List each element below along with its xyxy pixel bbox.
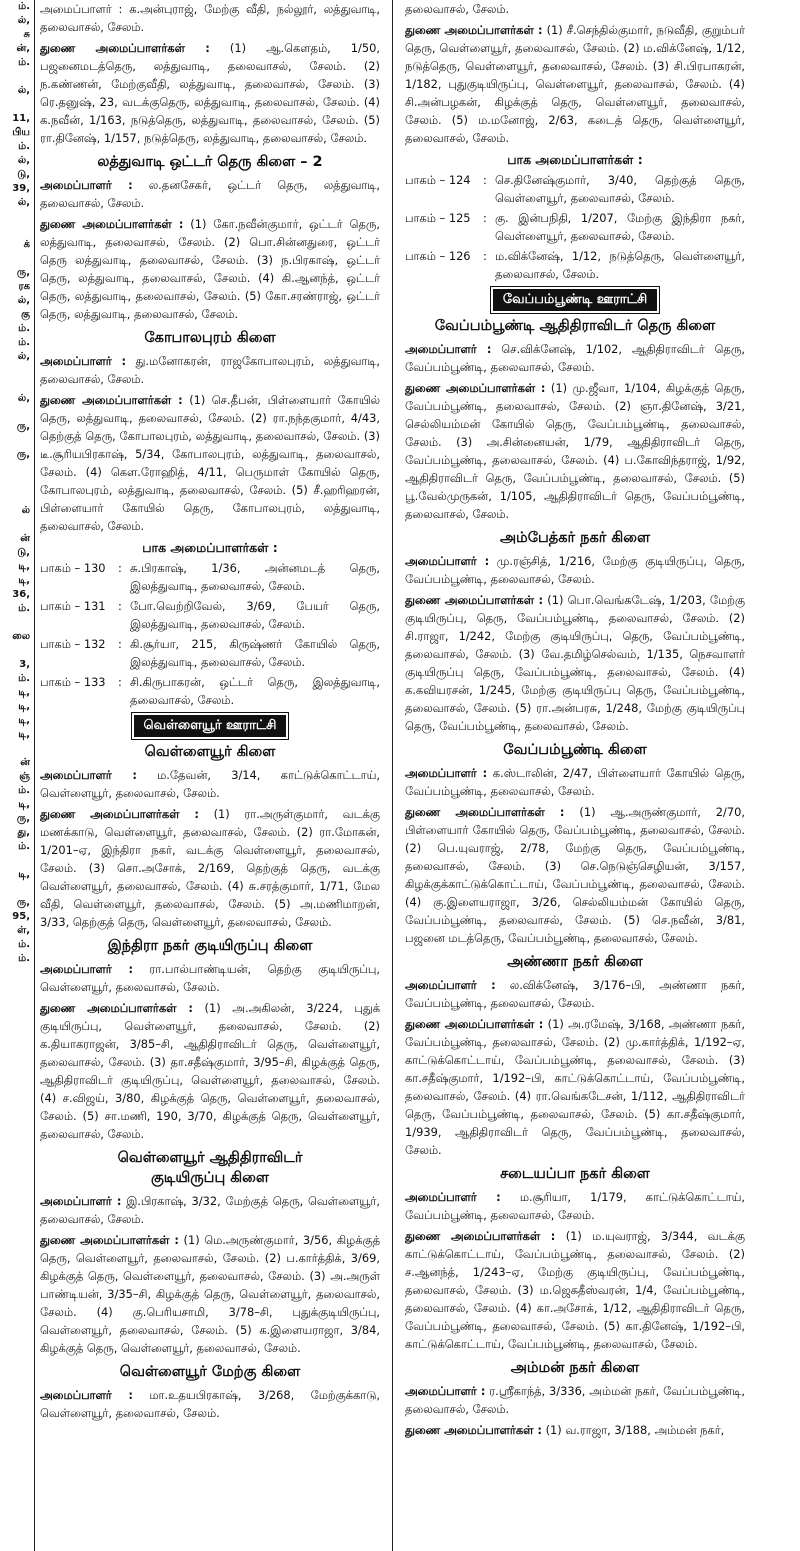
branch-heading: வேப்பம்பூண்டி ஆதிதிராவிடர் தெரு கிளை bbox=[434, 318, 716, 334]
edge-fragment: ன், bbox=[16, 43, 30, 54]
continuation-text: தலைவாசல், சேலம். bbox=[405, 2, 510, 16]
edge-fragment: டி, bbox=[18, 799, 30, 810]
edge-fragment: பிய bbox=[12, 127, 30, 138]
panchayat-banner: வேப்பம்பூண்டி ஊராட்சி bbox=[493, 289, 657, 311]
edge-fragment: டி, bbox=[18, 729, 30, 740]
edge-fragment: ல், bbox=[17, 197, 30, 208]
edge-fragment: ம். bbox=[18, 1, 30, 12]
edge-fragment bbox=[0, 406, 32, 420]
edge-fragment bbox=[0, 742, 32, 756]
edge-fragment bbox=[0, 616, 32, 630]
edge-fragment: ல், bbox=[17, 85, 30, 96]
edge-fragment bbox=[0, 490, 32, 504]
edge-fragment: லை bbox=[12, 631, 30, 642]
branch-heading: வெள்ளையூர் மேற்கு கிளை bbox=[119, 1364, 301, 1380]
edge-fragment: ல், bbox=[17, 351, 30, 362]
edge-fragment: ரக bbox=[18, 281, 30, 292]
edge-fragment bbox=[0, 518, 32, 532]
edge-fragment: ம். bbox=[18, 841, 30, 852]
deputies-paragraph: துணை அமைப்பாளர்கள் : (1) ஆ.கௌதம், 1/50, பஜனைமடத்தெரு, லத்துவாடி, தலைவாசல், சேலம். (2) ந.கண்ணன், மேற்குவீதி, லத்துவாடி, தலைவாசல், சேலம். (3) ரெ.தனுஷ், 23, வடக்குதெரு, லத்துவாடி, தலைவாசல், சேலம். (4) க.நவீன், 1/163, நடுத்தெரு, லத்துவாடி, தலைவாசல், சேலம். (5) ரா.தினேஷ், 1/157, நடுத்தெரு, லத்துவாடி, தலைவாசல், சேலம். bbox=[40, 41, 380, 145]
edge-fragment: ரு, bbox=[16, 813, 30, 824]
deputies-paragraph: துணை அமைப்பாளர்கள் : (1) பொ.வெங்கடேஷ், 1/203, மேற்கு குடியிருப்பு, தெரு, வேப்பம்பூண்டி, தலைவாசல், சேலம். (2) சி.ராஜா, 1/242, மேற்கு குடியிருப்பு, தெரு, வேப்பம்பூண்டி, தலைவாசல், சேலம். (3) வே.தமிழ்செல்வம், 1/135, நெசவாளர் குடியிருப்பு தெரு, வேப்பம்பூண்டி, தலைவாசல், சேலம். (4) க.கவியரசன், 1/245, மேற்கு குடியிருப்பு தெரு, வேப்பம்பூண்டி, தலைவாசல், சேலம். (5) ரா.அன்பரசு, 1/248, மேற்கு குடியிருப்பு தெரு, வேப்பம்பூண்டி, தலைவாசல், சேலம். bbox=[405, 593, 745, 733]
panchayat-banner: வெள்ளையூர் ஊராட்சி bbox=[134, 715, 287, 737]
left-column bbox=[40, 0, 380, 1551]
left-edge-strip bbox=[0, 0, 32, 1551]
ward-row: பாகம் – 126 : ம.விக்னேஷ், 1/12, நடுத்தெரு, வெள்ளையூர், தலைவாசல், சேலம். bbox=[405, 249, 745, 281]
edge-fragment: கு bbox=[21, 309, 30, 320]
deputies-paragraph: துணை அமைப்பாளர்கள் : (1) மு.ஜீவா, 1/104, கிழக்குத் தெரு, வேப்பம்பூண்டி, தலைவாசல், சேலம். (2) ஞா.தினேஷ், 3/21, செல்லியம்மன் கோயில் தெரு, வேப்பம்பூண்டி, தலைவாசல், சேலம். (3) அ.சின்னையன், 1/79, ஆதிதிராவிடர் தெரு, வேப்பம்பூண்டி, தலைவாசல், சேலம். (4) ப.கோவிந்தராஜ், 1/92, ஆதிதிராவிடர் தெரு, வேப்பம்பூண்டி, தலைவாசல், சேலம். (5) பூ.வேல்முருகன், 1/105, ஆதிதிராவிடர் தெரு, வேப்பம்பூண்டி, தலைவாசல், சேலம். bbox=[405, 381, 745, 521]
edge-fragment: ரு, bbox=[16, 267, 30, 278]
ward-list bbox=[405, 171, 745, 283]
edge-fragment: டு, bbox=[17, 547, 30, 558]
organizer-paragraph: அமைப்பாளர் : ல.விக்னேஷ், 3/176–பி, அண்ணா நகர், வேப்பம்பூண்டி, தலைவாசல், சேலம். bbox=[405, 978, 745, 1010]
ward-row: பாகம் – 131 : போ.வெற்றிவேல், 3/69, பேயர் தெரு, இலத்துவாடி, தலைவாசல், சேலம். bbox=[40, 599, 380, 631]
branch-heading: அம்மன் நகர் கிளை bbox=[510, 1360, 640, 1376]
edge-fragment bbox=[0, 98, 32, 112]
organizer-paragraph: அமைப்பாளர் : ம.தேவன், 3/14, காட்டுக்கொட்டாய், வெள்ளையூர், தலைவாசல், சேலம். bbox=[40, 768, 380, 800]
branch-heading: சடையப்பா நகர் கிளை bbox=[500, 1166, 650, 1182]
edge-fragment: ம். bbox=[18, 141, 30, 152]
edge-fragment: க் bbox=[23, 239, 30, 250]
edge-fragment bbox=[0, 854, 32, 868]
edge-fragment: டி, bbox=[18, 561, 30, 572]
organizer-paragraph: அமைப்பாளர் : ர.ஸ்ரீகாந்த், 3/336, அம்மன் நகர், வேப்பம்பூண்டி, தலைவாசல், சேலம். bbox=[405, 1384, 745, 1416]
organizer-paragraph: அமைப்பாளர் : ரா.பால்பாண்டியன், தெற்கு குடியிருப்பு, வெள்ளையூர், தலைவாசல், சேலம். bbox=[40, 962, 380, 994]
edge-fragment: ம். bbox=[18, 785, 30, 796]
ward-list bbox=[40, 559, 380, 709]
right-column bbox=[405, 0, 745, 1551]
edge-fragment: ம். bbox=[18, 603, 30, 614]
ward-row: பாகம் – 124 : செ.தினேஷ்குமார், 3/40, தெற்குத் தெரு, வெள்ளையூர், தலைவாசல், சேலம். bbox=[405, 173, 745, 205]
edge-fragment bbox=[0, 476, 32, 490]
organizer-paragraph: அமைப்பாளர் : மு.ரஞ்சித், 1/216, மேற்கு குடியிருப்பு, தெரு, வேப்பம்பூண்டி, தலைவாசல், சேலம். bbox=[405, 554, 745, 586]
organizer-paragraph: அமைப்பாளர் : ம.சூரியா, 1/179, காட்டுக்கொட்டாய், வேப்பம்பூண்டி, தலைவாசல், சேலம். bbox=[405, 1190, 745, 1222]
edge-fragment bbox=[0, 882, 32, 896]
edge-fragment bbox=[0, 378, 32, 392]
branch-heading: வெள்ளையூர் கிளை bbox=[144, 744, 276, 760]
edge-fragment: ம். bbox=[18, 953, 30, 964]
ward-row: பாகம் – 133 : சி.கிருபாகரன், ஒட்டர் தெரு, இலத்துவாடி, தலைவாசல், சேலம். bbox=[40, 675, 380, 707]
edge-fragment: டி, bbox=[18, 869, 30, 880]
edge-fragment: ரு, bbox=[16, 421, 30, 432]
edge-fragment: ரு, bbox=[16, 449, 30, 460]
edge-fragment: ல், bbox=[17, 155, 30, 166]
deputies-paragraph: துணை அமைப்பாளர்கள் : (1) கோ.நவீன்குமார், ஒட்டர் தெரு, லத்துவாடி, தலைவாசல், சேலம். (2) பொ.சின்னதுரை, ஒட்டர் தெரு லத்துவாடி, தலைவாசல், சேலம். (3) ந.பிரகாஷ், ஒட்டர் தெரு, லத்துவாடி, தலைவாசல், சேலம். (4) கி.ஆனந்த், ஒட்டர் தெரு, லத்துவாடி, தலைவாசல், சேலம். (5) கோ.சரண்ராஜ், ஒட்டர் தெரு, லத்துவாடி, தலைவாசல், சேலம். bbox=[40, 217, 380, 321]
edge-fragment: 11, bbox=[12, 113, 30, 124]
edge-fragment: டி, bbox=[18, 687, 30, 698]
ward-row: பாகம் – 130 : சு.பிரகாஷ், 1/36, அன்னமடத் தெரு, இலத்துவாடி, தலைவாசல், சேலம். bbox=[40, 561, 380, 593]
edge-fragment: ம். bbox=[18, 939, 30, 950]
edge-fragment: து, bbox=[17, 827, 30, 838]
deputies-paragraph: துணை அமைப்பாளர்கள் : (1) அ.அகிலன், 3/224, புதுக் குடியிருப்பு, வெள்ளையூர், தலைவாசல், சேலம். (2) க.தியாகராஜன், 3/85–சி, ஆதிதிராவிடர் தெரு, வெள்ளையூர், தலைவாசல், சேலம். (3) தா.சதீஷ்குமார், 3/95–சி, கிழக்குத் தெரு, ஆதிதிராவிடர் குடியிருப்பு, வெள்ளையூர், தலைவாசல், சேலம். (4) ச.விஜய், 3/80, கிழக்குத் தெரு, வெள்ளையூர், தலைவாசல், சேலம். (5) சா.மணி, 190, 3/70, கிழக்குத் தெரு, வெள்ளையூர், தலைவாசல், சேலம். bbox=[40, 1001, 380, 1141]
deputies-paragraph: துணை அமைப்பாளர்கள் : (1) ம.யுவராஜ், 3/344, வடக்கு காட்டுக்கொட்டாய், வேப்பம்பூண்டி, தலைவாசல், சேலம். (2) ச.ஆனந்த், 1/243–ஏ, மேற்கு குடியிருப்பு, வேப்பம்பூண்டி, தலைவாசல், சேலம். (3) ம.ஜெகதீஸ்வரன், 1/4, வேப்பம்பூண்டி, தலைவாசல், சேலம். (4) கா.அசோக், 1/12, ஆதிதிராவிடர் தெரு, வேப்பம்பூண்டி, தலைவாசல், சேலம். (5) கா.தினேஷ், 1/192–பி, காட்டுக்கொட்டாய், வேப்பம்பூண்டி, தலைவாசல், சேலம். bbox=[405, 1229, 745, 1351]
edge-fragment: ஞ் bbox=[19, 771, 30, 782]
edge-fragment: டு, bbox=[17, 169, 30, 180]
organizer-paragraph: அமைப்பாளர் : இ.பிரகாஷ், 3/32, மேற்குத் தெரு, வெள்ளையூர், தலைவாசல், சேலம். bbox=[40, 1194, 380, 1226]
ward-organizers-heading: பாக அமைப்பாளர்கள் : bbox=[142, 540, 278, 555]
organizer-paragraph: அமைப்பாளர் : க.ஸ்டாலின், 2/47, பிள்ளையார் கோயில் தெரு, வேப்பம்பூண்டி, தலைவாசல், சேலம். bbox=[405, 766, 745, 798]
organizer-paragraph: அமைப்பாளர் : து.மனோகரன், ராஜகோபாலபுரம், லத்துவாடி, தலைவாசல், சேலம். bbox=[40, 354, 380, 386]
edge-fragment: ரு, bbox=[16, 897, 30, 908]
branch-heading: வெள்ளையூர் ஆதிதிராவிடர் குடியிருப்பு கிளை bbox=[117, 1150, 303, 1186]
organizer-paragraph: அமைப்பாளர் : மா.உதயபிரகாஷ், 3/268, மேற்குக்காடு, வெள்ளையூர், தலைவாசல், சேலம். bbox=[40, 1388, 380, 1420]
edge-fragment: சு bbox=[23, 29, 30, 40]
edge-fragment: 95, bbox=[12, 911, 30, 922]
column-rule-middle bbox=[392, 0, 393, 1551]
edge-fragment bbox=[0, 224, 32, 238]
edge-fragment: ம். bbox=[18, 337, 30, 348]
edge-fragment bbox=[0, 210, 32, 224]
edge-fragment: ல், bbox=[17, 15, 30, 26]
deputies-paragraph: துணை அமைப்பாளர்கள் : (1) அ.ரமேஷ், 3/168, அண்ணா நகர், வேப்பம்பூண்டி, தலைவாசல், சேலம். (2) மு.கார்த்திக், 1/192–ஏ, காட்டுக்கொட்டாய், வேப்பம்பூண்டி, தலைவாசல், சேலம். (3) கா.சதீஷ்குமார், 1/192–பி, காட்டுக்கொட்டாய், வேப்பம்பூண்டி, தலைவாசல், சேலம். (4) ரா.வெங்கடேசன், 1/112, ஆதிதிராவிடர் தெரு, வேப்பம்பூண்டி, தலைவாசல், சேலம். (5) கா.சதீஷ்குமார், 1/939, ஆதிதிராவிடர் தெரு, வேப்பம்பூண்டி, தலைவாசல், சேலம். bbox=[405, 1017, 745, 1157]
edge-fragment: 39, bbox=[12, 183, 30, 194]
edge-fragment: டி, bbox=[18, 715, 30, 726]
edge-fragment: ம். bbox=[18, 323, 30, 334]
organizer-paragraph: அமைப்பாளர் : ல.தனசேகர், ஒட்டர் தெரு, லத்துவாடி, தலைவாசல், சேலம். bbox=[40, 178, 380, 210]
deputies-paragraph: துணை அமைப்பாளர்கள் : (1) மெ.அருண்குமார், 3/56, கிழக்குத் தெரு, வெள்ளையூர், தலைவாசல், சேலம். (2) ப.கார்த்திக், 3/69, கிழக்குத் தெரு, வெள்ளையூர், தலைவாசல், சேலம். (3) அ.அருள் பாண்டியன், 3/35–சி, கிழக்குத் தெரு, வெள்ளையூர், தலைவாசல், சேலம். (4) கு.பெரியசாமி, 3/78–சி, புதுக்குடியிருப்பு, வெள்ளையூர், தலைவாசல், சேலம். (5) க.இளையராஜா, 3/84, கிழக்குத் தெரு, வெள்ளையூர், தலைவாசல், சேலம். bbox=[40, 1233, 380, 1355]
edge-fragment bbox=[0, 644, 32, 658]
edge-fragment: டி, bbox=[18, 701, 30, 712]
edge-fragment bbox=[0, 70, 32, 84]
branch-heading: அம்பேத்கர் நகர் கிளை bbox=[499, 530, 651, 546]
edge-fragment: ன் bbox=[20, 533, 30, 544]
branch-heading: வேப்பம்பூண்டி கிளை bbox=[503, 742, 647, 758]
edge-fragment: ள், bbox=[17, 925, 30, 936]
deputies-paragraph: துணை அமைப்பாளர்கள் : (1) ரா.அருள்குமார், வடக்கு மணக்காடு, வெள்ளையூர், தலைவாசல், சேலம். (2) ரா.மோகன், 1/201–ஏ, இந்திரா நகர், வடக்கு வெள்ளையூர், தலைவாசல், சேலம். (3) சொ.அசோக், 2/169, தெற்குத் தெரு, வடக்கு வெள்ளையூர், தலைவாசல், சேலம். (4) சு.சரத்குமார், 1/71, மேல வீதி, வெள்ளையூர், தலைவாசல், சேலம். (5) அ.மணிமாறன், 3/33, தெற்குத் தெரு, வெள்ளையூர், தலைவாசல், சேலம். bbox=[40, 807, 380, 929]
edge-fragment: டி, bbox=[18, 575, 30, 586]
edge-fragment: 36, bbox=[12, 589, 30, 600]
branch-heading: லத்துவாடி ஒட்டர் தெரு கிளை – 2 bbox=[97, 154, 323, 170]
edge-fragment: ல் bbox=[21, 505, 30, 516]
ward-organizers-heading: பாக அமைப்பாளர்கள் : bbox=[507, 152, 643, 167]
edge-fragment: ன் bbox=[20, 757, 30, 768]
branch-heading: கோபாலபுரம் கிளை bbox=[144, 330, 276, 346]
edge-fragment: ம். bbox=[18, 673, 30, 684]
organizer-paragraph: அமைப்பாளர் : செ.விக்னேஷ், 1/102, ஆதிதிராவிடர் தெரு, வேப்பம்பூண்டி, தலைவாசல், சேலம். bbox=[405, 342, 745, 374]
edge-fragment bbox=[0, 462, 32, 476]
deputies-paragraph: துணை அமைப்பாளர்கள் : (1) செ.தீபன், பிள்ளையார் கோயில் தெரு, லத்துவாடி, தலைவாசல், சேலம். (2) ரா.நந்தகுமார், 4/43, தெற்குத் தெரு, கோபாலபுரம், லத்துவாடி, தலைவாசல், சேலம். (3) டீ.சூரியபிரகாஷ், 5/34, கோபாலபுரம், லத்துவாடி, தலைவாசல், சேலம். (4) கௌ.ரோஹித், 4/11, பெருமாள் கோயில் தெரு, கோபாலபுரம், லத்துவாடி, தலைவாசல், சேலம். (5) சீ.ஹரிஹரன், பிள்ளையார் கோயில் தெரு, கோபாலபுரம், லத்துவாடி, தலைவாசல், சேலம். bbox=[40, 393, 380, 533]
ward-row: பாகம் – 125 : கு. இன்பநிதி, 1/207, மேற்கு இந்திரா நகர், வெள்ளையூர், தலைவாசல், சேலம். bbox=[405, 211, 745, 243]
deputies-paragraph: துணை அமைப்பாளர்கள் : (1) ஆ.அருண்குமார், 2/70, பிள்ளையார் கோயில் தெரு, வேப்பம்பூண்டி, தலைவாசல், சேலம். (2) பெ.யுவராஜ், 2/78, மேற்கு தெரு, வேப்பம்பூண்டி, தலைவாசல், சேலம். (3) செ.நெடுஞ்செழியன், 3/157, கிழக்குக்காட்டுக்கொட்டாய், வேப்பம்பூண்டி, தலைவாசல், சேலம். (4) கு.இளையராஜா, 3/26, செல்லியம்மன் கோயில் தெரு, வேப்பம்பூண்டி, தலைவாசல், சேலம். (5) செ.நவீன், 3/81, பஜனை மடத்தெரு, வேப்பம்பூண்டி, தலைவாசல், சேலம். bbox=[405, 805, 745, 945]
edge-fragment bbox=[0, 434, 32, 448]
column-rule-left bbox=[34, 0, 35, 1551]
edge-fragment: ல், bbox=[17, 295, 30, 306]
branch-heading: அண்ணா நகர் கிளை bbox=[507, 954, 643, 970]
edge-fragment: ம். bbox=[18, 57, 30, 68]
edge-fragment bbox=[0, 252, 32, 266]
continuation-text: அமைப்பாளர் : க.அன்புராஜ், மேற்கு வீதி, நல்லூர், லத்துவாடி, தலைவாசல், சேலம். bbox=[40, 2, 380, 34]
edge-fragment: ல், bbox=[17, 393, 30, 404]
deputies-paragraph: துணை அமைப்பாளர்கள் : (1) வ.ராஜா, 3/188, அம்மன் நகர், bbox=[405, 1423, 725, 1437]
branch-heading: இந்திரா நகர் குடியிருப்பு கிளை bbox=[107, 938, 313, 954]
edge-fragment bbox=[0, 364, 32, 378]
edge-fragment: 3, bbox=[19, 659, 30, 670]
deputies-paragraph: துணை அமைப்பாளர்கள் : (1) சீ.செந்தில்குமார், நடுவீதி, குறும்பர் தெரு, வெள்ளையூர், தலைவாசல், சேலம். (2) ம.விக்னேஷ், 1/12, நடுத்தெரு, வெள்ளையூர், தலைவாசல், சேலம். (3) சி.பிரபாகரன், 1/182, புதுகுடியிருப்பு, வெள்ளையூர், தலைவாசல், சேலம். (4) சி.அன்பழகன், கிழக்குத் தெரு, வெள்ளையூர், தலைவாசல், சேலம். (5) ம.மனோஜ், 2/63, கடைத் தெரு, வெள்ளையூர், தலைவாசல், சேலம். bbox=[405, 23, 745, 145]
ward-row: பாகம் – 132 : கி.சூர்யா, 215, கிருஷ்ணர் கோயில் தெரு, இலத்துவாடி, தலைவாசல், சேலம். bbox=[40, 637, 380, 669]
